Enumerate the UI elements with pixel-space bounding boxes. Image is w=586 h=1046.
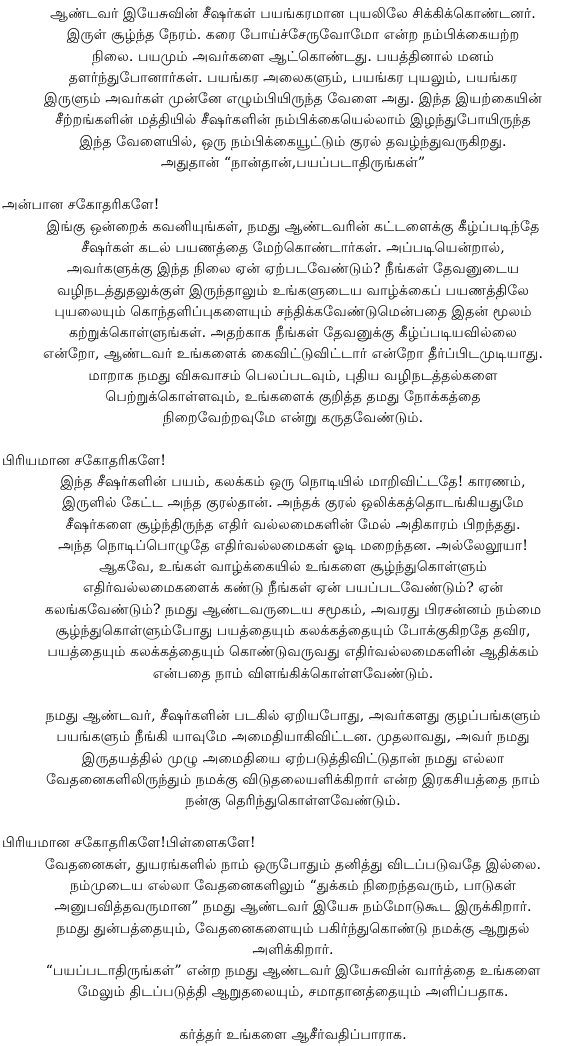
paragraph-gap	[2, 1004, 584, 1025]
text-line: இருதயத்தில் முழு அமைதியை ஏற்படுத்திவிட்டுதான் நமது எல்லா	[81, 750, 505, 767]
text-line: நமது ஆண்டவர், சீஷர்களின் படகில் ஏறியபோது, அவர்களது குழப்பங்களும்	[45, 707, 541, 724]
text-line: சீற்றங்களின் மத்தியில் சீஷர்களின் நம்பிக்கையெல்லாம் இழந்துபோயிருந்த	[55, 112, 531, 129]
paragraph	[2, 4, 584, 174]
text-line: மாறாக நமது விசுவாசம் பெலப்படவும், புதிய வழிநடத்தல்களை	[88, 367, 498, 384]
text-line: வேதனைகளிலிருந்தும் நமக்கு விடுதலையளிக்கிறார் என்ற இரகசியத்தை நாம்	[45, 771, 540, 788]
text-line: பயங்களும் நீங்கி யாவுமே அமைதியாகிவிட்டன. முதலாவது, அவர் நமது	[56, 729, 530, 746]
paragraph-gap	[2, 685, 584, 706]
text-line: அந்த நொடிப்பொழுதே எதிர்வல்லமைகள் ஓடி மறைந்தன. அல்லேலூயா!	[58, 537, 528, 554]
text-line: கலங்கவேண்டும்? நமது ஆண்டவருடைய சமூகம், அவரது பிரசன்னம் நம்மை	[44, 601, 542, 618]
text-line: நிலை. பயமும் அவர்களை ஆட்கொண்டது. பயத்தினால் மனம்	[91, 48, 494, 65]
text-line: ஆகவே, உங்கள் வாழ்க்கையில் உங்களை சூழ்ந்துகொள்ளும்	[99, 559, 487, 576]
text-line: இங்கு ஒன்றைக் கவனியுங்கள், நமது ஆண்டவரின் கட்டளைக்கு கீழ்ப்படிந்தே	[46, 218, 540, 235]
text-line: வழிநடத்துதலுக்குள் இருந்தாலும் உங்களுடைய வாழ்க்கைப் பயணத்திலே	[56, 282, 530, 299]
paragraph	[2, 1025, 584, 1046]
text-line: நன்கு தெரிந்துகொள்ளவேண்டும்.	[185, 793, 401, 810]
paragraph	[2, 195, 584, 429]
text-line: அனுபவித்தவருமான” நமது ஆண்டவர் இயேசு நம்மோடுகூட இருக்கிறார்.	[54, 899, 532, 916]
paragraph-gap	[2, 812, 584, 833]
paragraph-gap	[2, 430, 584, 451]
text-line: கர்த்தர் உங்களை ஆசீர்வதிப்பாராக.	[179, 1026, 407, 1043]
text-line: என்றோ, ஆண்டவர் உங்களைக் கைவிட்டுவிட்டார் என்றோ தீர்ப்பிடமுடியாது.	[43, 346, 543, 363]
text-line: நமது துன்பத்தையும், வேதனைகளையும் பகிர்ந்துகொண்டு நமக்கு ஆறுதல்	[56, 920, 530, 937]
paragraph-gap	[2, 174, 584, 195]
text-line: சூழ்ந்துகொள்ளும்போது பயத்தையும் கலக்கத்தையும் போக்குகிறதே தவிர,	[55, 623, 531, 640]
paragraph	[2, 706, 584, 812]
text-line: பிரியமான சகோதரிகளே!பிள்ளைகளே!	[2, 835, 256, 852]
text-line: மேலும் திடப்படுத்தி ஆறுதலையும், சமாதானத்தையும் அளிப்பதாக.	[77, 984, 509, 1001]
text-line: எதிர்வல்லமைகளைக் கண்டு நீங்கள் ஏன் பயப்படவேண்டும்? ஏன்	[82, 580, 504, 597]
text-line: இந்த சீஷர்களின் பயம், கலக்கம் ஒரு நொடியில் மாறிவிட்டதே! காரணம்,	[60, 473, 526, 490]
text-line: இருள் சூழ்ந்த நேரம். கரை போய்ச்சேருவோமோ என்ற நம்பிக்கையற்ற	[66, 27, 520, 44]
text-line: அன்பான சகோதரிகளே!	[2, 197, 160, 214]
paragraph	[2, 451, 584, 685]
text-line: சீஷர்கள் கடல் பயணத்தை மேற்கொண்டார்கள். அப்படியென்றால்,	[81, 239, 505, 256]
text-line: ஆண்டவர் இயேசுவின் சீஷர்கள் பயங்கரமான புயலிலே சிக்கிக்கொண்டனர்.	[50, 6, 536, 22]
text-line: பயத்தையும் கலக்கத்தையும் கொண்டுவருவது எதிர்வல்லமைகளின் ஆதிக்கம்	[47, 644, 539, 661]
text-line: வேதனைகள், துயரங்களில் நாம் ஒருபோதும் தனித்து விடப்படுவதே இல்லை.	[44, 856, 542, 873]
text-line: அவர்களுக்கு இந்த நிலை ஏன் ஏற்படவேண்டும்? நீங்கள் தேவனுடைய	[66, 261, 520, 278]
text-line: கற்றுக்கொள்ளுங்கள். அதற்காக நீங்கள் தேவனுக்கு கீழ்ப்படியவில்லை	[69, 325, 517, 342]
text-line: என்பதை நாம் விளங்கிக்கொள்ளவேண்டும்.	[152, 665, 434, 682]
text-line: “பயப்படாதிருங்கள்” என்ற நமது ஆண்டவர் இயேசுவின் வார்த்தை உங்களை	[45, 963, 541, 980]
text-line: பெற்றுக்கொள்ளவும், உங்களைக் குறித்த தமது நோக்கத்தை	[105, 389, 481, 406]
text-line: இருளில் கேட்ட அந்த குரல்தான். அந்தக் குரல் ஒலிக்கத்தொடங்கியதுமே	[62, 495, 524, 512]
paragraph	[2, 833, 584, 1003]
text-line: சீஷர்களை சூழ்ந்திருந்த எதிர் வல்லமைகளின் மேல் அதிகாரம் பிறந்தது.	[65, 516, 521, 533]
text-line: தளர்ந்துபோனார்கள். பயங்கர அலைகளும், பயங்கர புயலும், பயங்கர	[68, 69, 518, 86]
text-line: நம்முடைய எல்லா வேதனைகளிலும் “துக்கம் நிறைந்தவரும், பாடுகள்	[69, 877, 517, 894]
text-line: பிரியமான சகோதரிகளே!	[2, 452, 166, 469]
text-line: இந்த வேளையில், ஒரு நம்பிக்கையூட்டும் குரல் தவழ்ந்துவருகிறது.	[79, 133, 507, 150]
text-line: இருளும் அவர்கள் முன்னே எழும்பியிருந்த வேளை அது. இந்த இயற்கையின்	[44, 91, 542, 108]
text-line: நிறைவேற்றவுமே என்று கருதவேண்டும்.	[162, 410, 424, 427]
text-line: அதுதான் “நான்தான்,பயப்படாதிருங்கள்”	[160, 155, 426, 172]
text-line: அளிக்கிறார்.	[252, 941, 334, 958]
text-line: புயலையும் கொந்தளிப்புகளையும் சந்திக்கவேண்டுமென்பதை இதன் மூலம்	[54, 303, 532, 320]
